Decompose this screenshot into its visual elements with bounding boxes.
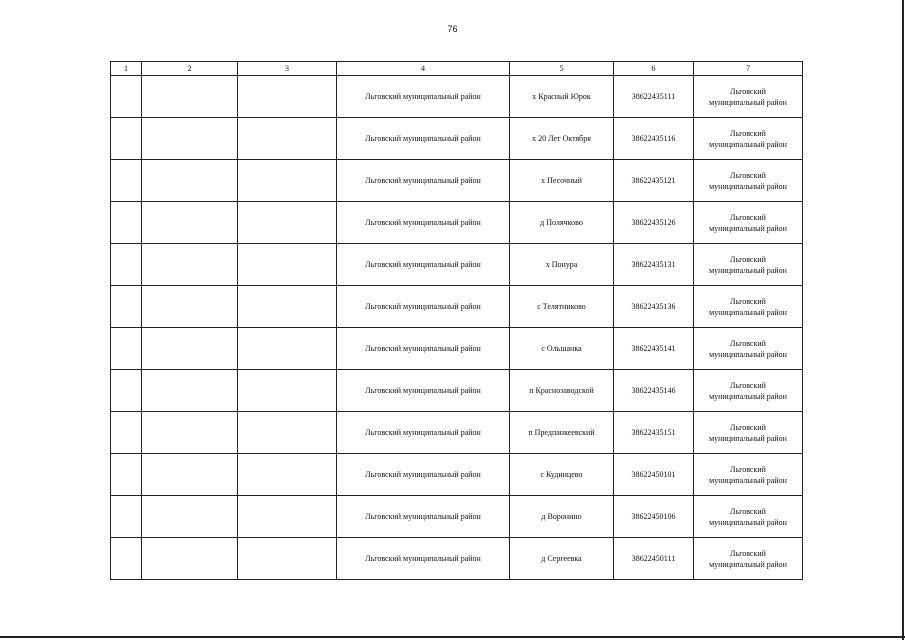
cell-municipality xyxy=(694,328,803,370)
cell-municipality xyxy=(694,496,803,538)
municipality-line-1: Льговский xyxy=(730,422,766,432)
cell-col-2 xyxy=(142,328,238,370)
cell-col-3 xyxy=(238,328,337,370)
cell-municipality xyxy=(694,454,803,496)
cell-col-3 xyxy=(238,76,337,118)
cell-settlement: с Телятниково xyxy=(510,286,614,328)
cell-municipality xyxy=(694,286,803,328)
cell-oktmo-code: 38622435146 xyxy=(614,370,694,412)
cell-settlement: х Песочный xyxy=(510,160,614,202)
cell-settlement: п Предпанкеевский xyxy=(510,412,614,454)
municipality-line-2: муниципальный район xyxy=(709,517,787,527)
municipality-line-1: Льговский xyxy=(730,212,766,222)
cell-municipality xyxy=(694,370,803,412)
cell-municipality xyxy=(694,76,803,118)
cell-col-1 xyxy=(111,202,142,244)
cell-col-1 xyxy=(111,370,142,412)
cell-col-2 xyxy=(142,370,238,412)
cell-district: Льговский муниципальный район xyxy=(337,454,510,496)
table-row xyxy=(111,370,803,412)
cell-col-1 xyxy=(111,160,142,202)
municipality-line-2: муниципальный район xyxy=(709,433,787,443)
municipality-line-2: муниципальный район xyxy=(709,223,787,233)
cell-col-1 xyxy=(111,328,142,370)
cell-settlement: х 20 Лет Октября xyxy=(510,118,614,160)
cell-district: Льговский муниципальный район xyxy=(337,118,510,160)
column-header-3: 3 xyxy=(238,62,337,76)
municipality-line-2: муниципальный район xyxy=(709,307,787,317)
cell-municipality xyxy=(694,202,803,244)
table-row xyxy=(111,244,803,286)
cell-settlement: х Понура xyxy=(510,244,614,286)
cell-oktmo-code: 38622435121 xyxy=(614,160,694,202)
cell-col-2 xyxy=(142,286,238,328)
cell-district: Льговский муниципальный район xyxy=(337,202,510,244)
register-table xyxy=(110,61,803,580)
cell-district: Льговский муниципальный район xyxy=(337,328,510,370)
cell-oktmo-code: 38622450106 xyxy=(614,496,694,538)
cell-col-1 xyxy=(111,118,142,160)
cell-municipality xyxy=(694,160,803,202)
cell-oktmo-code: 38622435116 xyxy=(614,118,694,160)
cell-col-2 xyxy=(142,496,238,538)
table-row xyxy=(111,328,803,370)
column-header-7: 7 xyxy=(694,62,803,76)
cell-col-3 xyxy=(238,286,337,328)
cell-col-3 xyxy=(238,496,337,538)
column-header-2: 2 xyxy=(142,62,238,76)
scan-border-bottom xyxy=(0,636,905,638)
column-header-5: 5 xyxy=(510,62,614,76)
cell-col-3 xyxy=(238,160,337,202)
cell-municipality xyxy=(694,118,803,160)
municipality-line-2: муниципальный район xyxy=(709,391,787,401)
cell-oktmo-code: 38622450101 xyxy=(614,454,694,496)
municipality-line-1: Льговский xyxy=(730,506,766,516)
cell-settlement: д Полячково xyxy=(510,202,614,244)
table-row xyxy=(111,202,803,244)
cell-col-2 xyxy=(142,412,238,454)
cell-col-2 xyxy=(142,76,238,118)
municipality-line-1: Льговский xyxy=(730,464,766,474)
cell-col-1 xyxy=(111,496,142,538)
municipality-line-2: муниципальный район xyxy=(709,139,787,149)
cell-col-2 xyxy=(142,538,238,580)
cell-col-3 xyxy=(238,454,337,496)
cell-col-2 xyxy=(142,244,238,286)
page-number: 76 xyxy=(447,24,458,34)
cell-settlement: д Сергеевка xyxy=(510,538,614,580)
table-body xyxy=(111,76,803,580)
municipality-line-1: Льговский xyxy=(730,128,766,138)
cell-col-3 xyxy=(238,244,337,286)
municipality-line-2: муниципальный район xyxy=(709,265,787,275)
cell-oktmo-code: 38622435141 xyxy=(614,328,694,370)
cell-col-1 xyxy=(111,286,142,328)
cell-col-2 xyxy=(142,202,238,244)
cell-district: Льговский муниципальный район xyxy=(337,286,510,328)
cell-oktmo-code: 38622435126 xyxy=(614,202,694,244)
cell-oktmo-code: 38622435151 xyxy=(614,412,694,454)
table-row xyxy=(111,76,803,118)
municipality-line-2: муниципальный район xyxy=(709,475,787,485)
table-row xyxy=(111,118,803,160)
cell-district: Льговский муниципальный район xyxy=(337,538,510,580)
header-row xyxy=(111,62,803,76)
cell-col-3 xyxy=(238,202,337,244)
cell-district: Льговский муниципальный район xyxy=(337,160,510,202)
cell-col-1 xyxy=(111,412,142,454)
cell-col-2 xyxy=(142,454,238,496)
cell-settlement: п Краснозаводской xyxy=(510,370,614,412)
municipality-line-2: муниципальный район xyxy=(709,559,787,569)
column-header-6: 6 xyxy=(614,62,694,76)
table-row xyxy=(111,286,803,328)
cell-col-3 xyxy=(238,370,337,412)
cell-col-1 xyxy=(111,454,142,496)
municipality-line-1: Льговский xyxy=(730,86,766,96)
municipality-line-1: Льговский xyxy=(730,296,766,306)
cell-col-1 xyxy=(111,76,142,118)
cell-oktmo-code: 38622435131 xyxy=(614,244,694,286)
cell-settlement: с Ольшанка xyxy=(510,328,614,370)
cell-col-2 xyxy=(142,160,238,202)
cell-oktmo-code: 38622450111 xyxy=(614,538,694,580)
cell-district: Льговский муниципальный район xyxy=(337,244,510,286)
municipality-line-2: муниципальный район xyxy=(709,181,787,191)
municipality-line-1: Льговский xyxy=(730,380,766,390)
cell-district: Льговский муниципальный район xyxy=(337,496,510,538)
cell-municipality xyxy=(694,244,803,286)
cell-col-1 xyxy=(111,538,142,580)
cell-municipality xyxy=(694,538,803,580)
table-row xyxy=(111,412,803,454)
cell-col-3 xyxy=(238,412,337,454)
table-row xyxy=(111,454,803,496)
table-row xyxy=(111,538,803,580)
municipality-line-2: муниципальный район xyxy=(709,349,787,359)
cell-settlement: с Кудинцево xyxy=(510,454,614,496)
cell-settlement: д Воронино xyxy=(510,496,614,538)
cell-district: Льговский муниципальный район xyxy=(337,76,510,118)
cell-oktmo-code: 38622435136 xyxy=(614,286,694,328)
cell-col-3 xyxy=(238,538,337,580)
cell-district: Льговский муниципальный район xyxy=(337,370,510,412)
municipality-line-1: Льговский xyxy=(730,254,766,264)
municipality-line-1: Льговский xyxy=(730,338,766,348)
cell-oktmo-code: 38622435111 xyxy=(614,76,694,118)
municipality-line-1: Льговский xyxy=(730,170,766,180)
column-header-4: 4 xyxy=(337,62,510,76)
municipality-line-1: Льговский xyxy=(730,548,766,558)
cell-settlement: х Красный Юрок xyxy=(510,76,614,118)
cell-col-1 xyxy=(111,244,142,286)
cell-col-3 xyxy=(238,118,337,160)
municipality-line-2: муниципальный район xyxy=(709,97,787,107)
table-row xyxy=(111,160,803,202)
cell-district: Льговский муниципальный район xyxy=(337,412,510,454)
table-row xyxy=(111,496,803,538)
column-header-1: 1 xyxy=(111,62,142,76)
cell-col-2 xyxy=(142,118,238,160)
scan-border-right xyxy=(902,0,904,640)
cell-municipality xyxy=(694,412,803,454)
table-header xyxy=(111,62,803,76)
